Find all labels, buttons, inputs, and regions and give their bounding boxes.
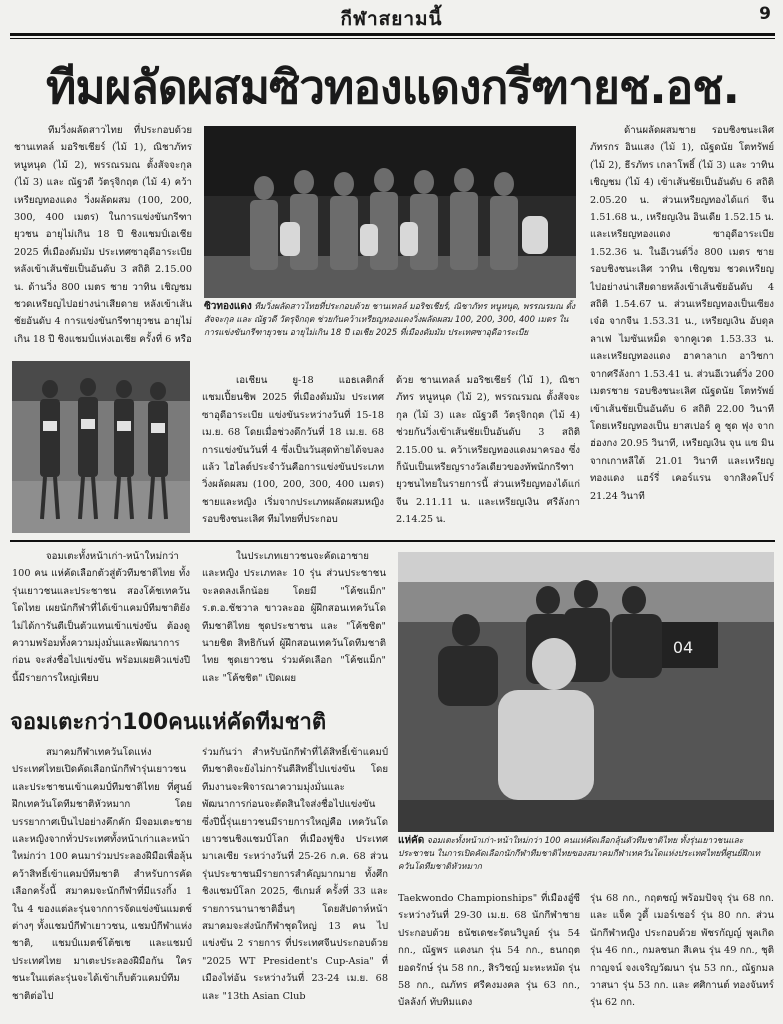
taekwondo-photo-caption <box>398 834 774 886</box>
page-number: 9 <box>759 4 771 24</box>
relay-photo-caption <box>204 300 576 364</box>
headline: ทีมผลัดผสมซิวทองแดงกรีฑายช.อช. <box>46 60 739 114</box>
story2-paragraph-left: สมาคมกีฬาเทควันโดแห่งประเทศไทยเปิดคัดเลือกนักกีฬารุ่นเยาวชนและประชาชนเข้าแคมป์ทีมชาติไทย ที่ศูนย์ฝึกเทควันโดทีมชาติหัวหมาก โดยบรรยากาศเป็นไปอย่างคึกคัก มีจอมเตะชายและหญิงจากทั่วประเทศทั้งหน้าเก่าและหน้าใหม่กว่า 100 คนมาร่วมประลองฝีมือเพื่อลุ้นคว้าสิทธิ์เข้าแคมป์ทีมชาติ สำหรับการคัดเลือกครั้งนี้ สมาคมจะนักกีฬาที่มีแรงกิ้ง 1 ใน 4 ของแต่ละรุ่นจากการจัดแข่งขันแมตช์ต่างๆ ทั้งแชมป์กีฬาเยาวชน, แชมป์กีฬาแห่งชาติ, แชมป์แมตช์โต้ชเช และแชมป์ประเทศไทย มาเตะประลองฝีมือกัน ใครชนะในแต่ละรุ่นจะได้เข้าเก็บตัวแคมป์ทีมชาติต่อไป <box>12 747 192 1002</box>
story2-paragraph-right-b: รุ่น 68 กก., กฤตชญ์ พร้อมปัจจุ รุ่น 68 กก. และ แจ็ค วูดี้ เมอร์เซอร์ รุ่น 80 กก. ส่วนนักกีฬาหญิง ประกอบด้วย พัชรกัญญ์ พูลเกิด รุ่น 46 กก., กมลชนก สีเคน รุ่น 49 กก., ชุติกาญจน์ จงเจริญวัฒนา รุ่น 53 กก., ณัฐกมล วาสนา รุ่น 53 กก. และ ศศิกานต์ ทองจันทร์ รุ่น 62 กก. <box>590 893 774 1009</box>
story1-column-middle <box>202 372 384 536</box>
taekwondo-caption-text: จอมเตะทั้งหน้าเก่า-หน้าใหม่กว่า 100 คนแห่คัดเลือกลุ้นตัวทีมชาติไทย ทั้งรุ่นเยาวชนและประชาชน ในการเปิดคัดเลือกนักกีฬาทีมชาติไทยของสมาคมกีฬาเทควันโดแห่งประเทศไทยที่ศูนย์ฝึกเทควันโดทีมชาติหัวหมาก <box>398 835 761 871</box>
story2-column-middle-bottom <box>202 744 388 1022</box>
story2-column-left-bottom <box>12 744 192 1022</box>
masthead-rule-thin <box>10 38 775 39</box>
story2-intro: จอมเตะทั้งหน้าเก่า-หน้าใหม่กว่า 100 คน แห่คัดเลือกตัวสู่ตัวทีมชาติไทย ทั้งรุ่นเยาวชนและประชาชน สองโค้ชเทควันโดไทย เผยนักกีฬาที่ได้เข้าแคมป์ทีมชาติยังไม่ได้การันตีเป็นตัวแทนเข้าแข่งขัน ต้องดูความพร้อมทั้งความมุ่งมั่นและพัฒนาการก่อน จะส่งชื่อไปแข่งขัน พร้อมเผยคิวแข่งปีนี้มีรายการใหญ่เพียบ <box>12 551 190 684</box>
story2-column-right-a <box>398 890 580 1022</box>
relay-caption-label: ซิวทองแดง <box>204 301 252 312</box>
relay-team-podium-image <box>204 126 576 298</box>
story2-column-middle-top <box>202 548 386 700</box>
taekwondo-athletes-image <box>398 552 774 832</box>
masthead <box>0 0 783 34</box>
court-number: 04 <box>672 638 694 657</box>
masthead-rule <box>10 33 775 36</box>
relay-team-podium-photo <box>204 126 576 298</box>
story1-column-middle2 <box>396 372 580 536</box>
story2-paragraph-right-a: Taekwondo Championships" ที่เมืองอู๋ซีระหว่างวันที่ 29-30 เม.ย. 68 นักกีฬาชาย ประกอบด้วย ธนัชเดชะรัตนวิบูลย์ รุ่น 54 กก., ณัฐพร แดงนก รุ่น 54 กก., ธนกฤต ยอดรักษ์ รุ่น 58 กก., สิรวิชญ์ มะหะหมัด รุ่น 58 กก., ณภัทร ศรีคงมงคล รุ่น 63 กก., บัลลังก์ ทับทิมแดง <box>398 893 580 1009</box>
story1-paragraph-mid2: ด้วย ชานเทลล์ มอริชเชียร์ (ไม้ 1), ณิชาภัทร หนูหนุด (ไม้ 2), พรรณรมณ ตั้งสัจจะกุล (ไม้ 3) และ ณัฐวดี วัตรุจิกฤต (ไม้ 4) ช่วยกันวิ่งเข้าเส้นชัยเป็นอันดับ 3 สถิติ 2.15.00 น. คว้าเหรียญทองแดงมาครอง ซึ่งก็นับเป็นเหรียญรางวัลเดียวของทัพนักกรีฑายุวชนไทยในรายการนี้ ส่วนเหรียญทองได้แก่ จีน 2.11.11 น. และเหรียญเงิน ศรีลังกา 2.14.25 น. <box>396 375 580 526</box>
story1-paragraph-right: ด้านผลัดผสมชาย รอบชิงชนะเลิศ ภัทรกร อินแสง (ไม้ 1), ณัฐดนัย โตทรัพย์ (ไม้ 2), ธีรภัทร เกลาโพธิ์ (ไม้ 3) และ วาทิน เชิญชม (ไม้ 4) เข้าเส้นชัยเป็นอันดับ 6 สถิติ 2.05.20 น. ส่วนเหรียญทองได้แก่ จีน 1.51.68 น., เหรียญเงิน อินเดีย 1.52.15 น. และเหรียญทองแดง ซาอุดีอาระเบีย 1.52.36 น. ในอีเวนต์วิ่ง 800 เมตร ชาย รอบชิงชนะเลิศ วาทิน เชิญชม ชวดเหรียญไปอย่างน่าเสียดายหลังเข้าเส้นชัยอันดับ 4 สถิติ 1.54.67 น. ส่วนเหรียญทองเป็นเซียง เจ๋อ จากจีน 1.53.31 น., เหรียญเงิน อับดุลลาเฟ ไมซันเหม็ด จากคูเวต 1.53.33 น. และเหรียญทองแดง ฮาคาลาเก อาวิชกา จากศรีลังกา 1.53.41 น. ส่วนอีเวนต์วิ่ง 200 เมตรชาย รอบชิงชนะเลิศ ณัฐดนัย โตทรัพย์ เข้าเส้นชัยเป็นอันดับ 6 สถิติ 22.00 วินาที โดยเหรียญทองเป็น ยาสเปอร์ คู ชุด ฟุง จากฮ่องกง 20.95 วินาที, เหรียญเงิน จุน แซ มิน จากเกาหลีใต้ 21.01 วินาที และเหรียญทองแดง แฮร์รี่ เคอร์แรน จากสิงคโปร์ 21.24 วินาที <box>590 125 774 502</box>
story2-column-left-top <box>12 548 190 700</box>
taekwondo-caption-label: แห่คัด <box>398 835 425 846</box>
story1-column-right <box>590 122 774 536</box>
taekwondo-athletes-photo <box>398 552 774 832</box>
sub-headline: จอมเตะกว่า100คนแห่คัดทีมชาติ <box>10 710 327 735</box>
story2-paragraph-mid-bottom: ร่วมกันว่า สำหรับนักกีฬาที่ได้สิทธิ์เข้าแคมป์ทีมชาติจะยังไม่การันตีสิทธิ์ไปแข่งขัน โดยทีมงานจะพิจารณาความมุ่งมั่นและพัฒนาการก่อนจะตัดสินใจส่งชื่อไปแข่งขัน ซึ่งปีนี้รุ่นเยาวชนมีรายการใหญ่คือ เทควันโดเยาวชนชิงแชมป์โลก ที่เมืองฟูชิง ประเทศมาเลเซีย ระหว่างวันที่ 25-26 ก.ค. 68 ส่วนรุ่นประชาชนมีรายการสำคัญมากมาย ทั้งศึกชิงแชมป์โลก 2025, ซีเกมส์ ครั้งที่ 33 และรายการนานาชาติอื่นๆ โดยสัปดาห์หน้าสมาคมจะส่งนักกีฬาชุดใหญ่ 13 คน ไปแข่งขัน 2 รายการ ที่ประเทศจีนประกอบด้วย "2025 WT President's Cup-Asia" ที่เมืองไท่อัน ระหว่างวันที่ 23-24 เม.ย. 68 และ "13th Asian Club <box>202 747 388 1002</box>
story1-column-left <box>14 122 192 358</box>
relay-runners-track-photo <box>12 361 190 533</box>
story1-paragraph-mid: เอเชียน ยู-18 แอธเลติกส์ แชมเปี้ยนชิพ 2025 ที่เมืองดัมมัม ประเทศซาอุดีอาระเบีย แข่งขันระหว่างวันที่ 15-18 เม.ย. 68 โดยเมื่อช่วงดึกวันที่ 18 เม.ย. 68 การแข่งขันวันที่ 4 ซึ่งเป็นวันสุดท้ายได้จบลงแล้ว ไฮไลต์ประจำวันคือการแข่งขันประเภทวิ่งผลัดผสม (100, 200, 300, 400 เมตร) ชายและหญิง เริ่มจากประเภทผลัดผสมหญิงรอบชิงชนะเลิศ ทีมไทยที่ประกอบ <box>202 375 384 526</box>
story2-column-right-b <box>590 890 774 1022</box>
relay-caption-text: ทีมวิ่งผลัดสาวไทยที่ประกอบด้วย ชานเทลล์ มอริชเชียร์, ณิชาภัทร หนูหนุด, พรรณรมณ ตั้งสัจจะกุล และ ณัฐวดี วัตรุจิกฤต ช่วยกันคว้าเหรียญทองแดงวิ่งผลัดผสม 100, 200, 300, 400 เมตร ในการแข่งขันกรีฑายุวชน อายุไม่เกิน 18 ปี เอเชีย 2025 ที่เมืองดัมมัม ประเทศซาอุดีอาระเบีย <box>204 301 576 337</box>
section-divider <box>10 540 775 542</box>
relay-runners-image <box>12 361 190 533</box>
story2-paragraph-mid-top: ในประเภทเยาวชนจะคัดเอาชายและหญิง ประเภทละ 10 รุ่น ส่วนประชาชนจะลดลงเล็กน้อย โดยมี "โค้ชแม็ก" ร.ต.อ.ชัชวาล ขาวละออ ผู้ฝึกสอนเทควันโดทีมชาติไทย ชุดประชาชน และ "โค้ชชิต" นายชิต สิทธิกันท์ ผู้ฝึกสอนเทควันโดทีมชาติไทย ชุดเยาวชน ร่วมคัดเลือก "โค้ชแม็ก" และ "โค้ชชิต" เปิดเผย <box>202 551 386 684</box>
section-title: กีฬาสยามนี้ <box>340 8 443 30</box>
story1-paragraph: ทีมวิ่งผลัดสาวไทย ที่ประกอบด้วย ชานเทลล์ มอริชเชียร์ (ไม้ 1), ณิชาภัทร หนูหนุด (ไม้ 2), พรรณรมณ ตั้งสัจจะกุล (ไม้ 3) และ ณัฐวดี วัตรุจิกฤต (ไม้ 4) คว้าเหรียญทองแดง วิ่งผลัดผสม (100, 200, 300, 400 เมตร) ในการแข่งขันกรีฑายุวชน อายุไม่เกิน 18 ปี ชิงแชมป์เอเชีย 2025 ที่เมืองดัมมัม ประเทศซาอุดีอาระเบีย หลังเข้าเส้นชัยเป็นอันดับ 3 สถิติ 2.15.00 น. ด้านวิ่ง 800 เมตร ชาย วาทิน เชิญชม ชวดเหรียญไปอย่างน่าเสียดาย หลังเข้าเส้นชัยอันดับ 4 การแข่งขันกรีฑายุวชน อายุไม่เกิน 18 ปี ชิงแชมป์แห่งเอเชีย ครั้งที่ 6 หรือ <box>14 125 192 345</box>
